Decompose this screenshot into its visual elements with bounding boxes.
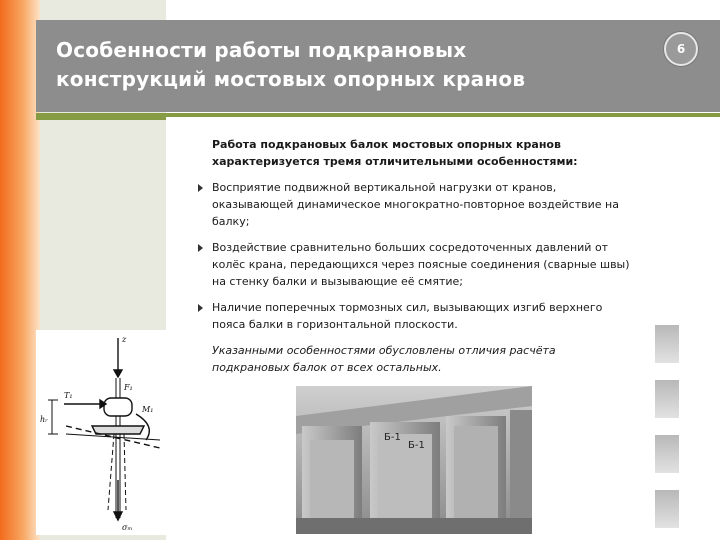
label-moment: M₁ (142, 405, 154, 414)
slide-body (200, 136, 630, 376)
intro-text: Работа подкрановых балок мостовых опорных кранов характеризуется тремя отличительными особенностями: (212, 138, 578, 168)
bullet-arrow-icon (198, 184, 203, 192)
bullet-item (200, 299, 630, 333)
rail-load-diagram-drawing (36, 330, 166, 535)
beam-label: Б-1 (408, 440, 425, 451)
page-number: 6 (676, 42, 686, 56)
bullet-text: Восприятие подвижной вертикальной нагрузки от кранов, оказывающей динамическое многократно-повторное воздействие на балку; (212, 181, 619, 228)
bullet-item (200, 179, 630, 230)
label-height: hᵣ (40, 415, 48, 424)
label-force-t: T₁ (64, 391, 73, 400)
bullet-text: Воздействие сравнительно больших сосредоточенных давлений от колёс крана, передающихся через поясные соединения (сварные швы) на стенку балки и вызывающие её смятие; (212, 241, 630, 288)
label-top: z (122, 335, 127, 344)
decorative-squares (655, 325, 679, 545)
slide-title: Особенности работы подкрановых конструкций мостовых опорных кранов (56, 38, 526, 91)
page-number-badge (664, 32, 698, 66)
decor-square (655, 490, 679, 528)
crane-beams-photo-drawing (296, 386, 532, 534)
crane-beams-photo (296, 386, 532, 534)
bullet-text: Наличие поперечных тормозных сил, вызывающих изгиб верхнего пояса балки в горизонтальной плоскости. (212, 301, 603, 331)
bullet-item (200, 239, 630, 290)
label-bottom: σₘ (122, 523, 133, 532)
bullet-arrow-icon (198, 244, 203, 252)
rail-load-diagram (36, 330, 166, 535)
bullet-arrow-icon (198, 304, 203, 312)
decor-square (655, 380, 679, 418)
decor-square (655, 435, 679, 473)
beam-label: Б-1 (384, 432, 401, 443)
conclusion-note: Указанными особенностями обусловлены отличия расчёта подкрановых балок от всех остальных. (212, 344, 556, 374)
title-underline-accent (36, 117, 166, 120)
decor-square (655, 325, 679, 363)
label-force-f: F₁ (124, 383, 133, 392)
left-orange-stripe (0, 0, 40, 540)
